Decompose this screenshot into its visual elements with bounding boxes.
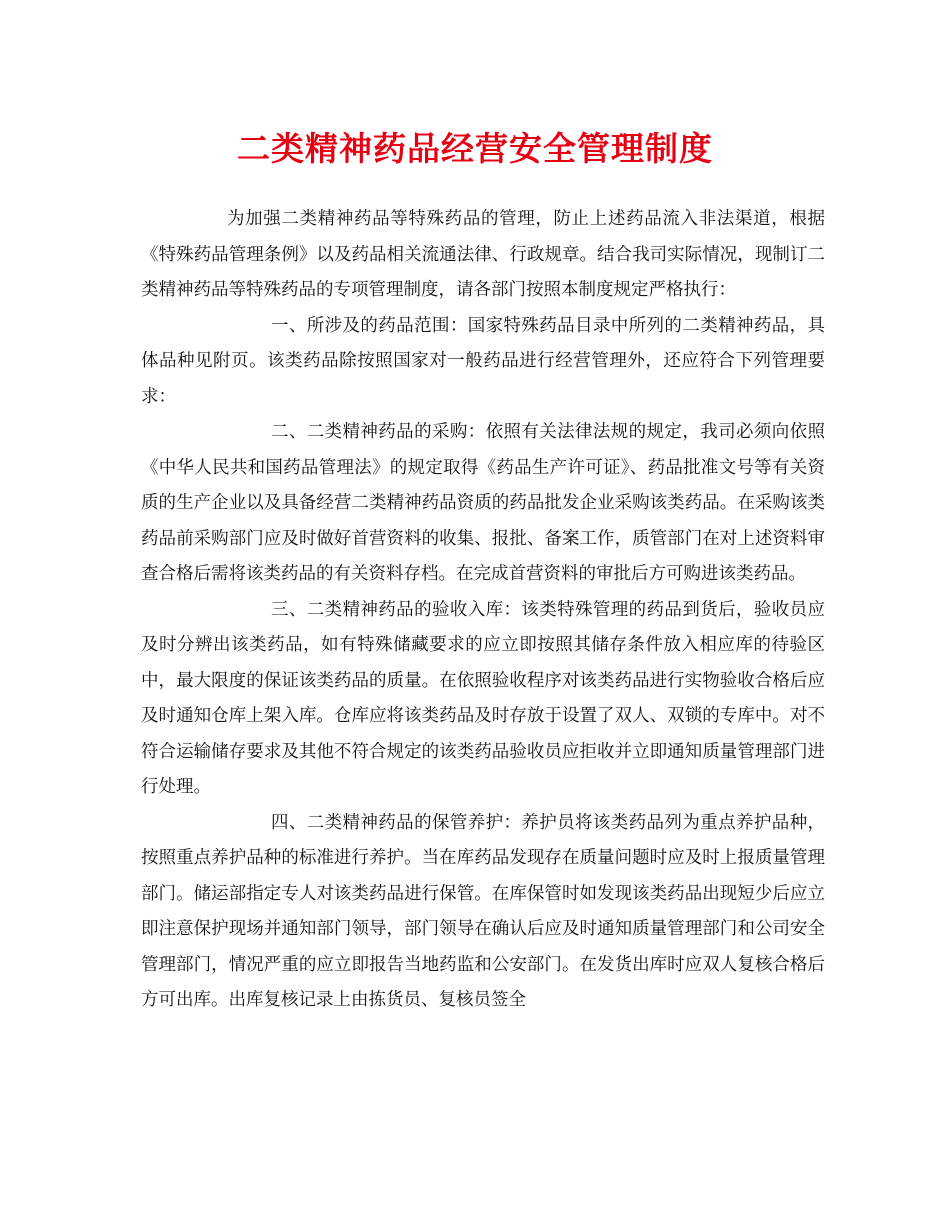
section-2-procurement-paragraph: 二、二类精神药品的采购：依照有关法律法规的规定，我司必须向依照《中华人民共和国药品管理法》的规定取得《药品生产许可证》、药品批准文号等有关资质的生产企业以及具备经营二类精神药品资质的药品批发企业采购该类药品。在采购该类药品前采购部门应及时做好首营资料的收集、报批、备案工作，质管部门在对上述资料审查合格后需将该类药品的有关资料存档。在完成首营资料的审批后方可购进该类药品。 — [141, 422, 825, 584]
intro-paragraph: 为加强二类精神药品等特殊药品的管理，防止上述药品流入非法渠道，根据《特殊药品管理条例》以及药品相关流通法律、行政规章。结合我司实际情况，现制订二类精神药品等特殊药品的专项管理制度，请各部门按照本制度规定严格执行： — [141, 209, 825, 300]
section-1-scope-paragraph: 一、所涉及的药品范围：国家特殊药品目录中所列的二类精神药品，具体品种见附页。该类药品除按照国家对一般药品进行经营管理外，还应符合下列管理要求： — [141, 315, 825, 407]
section-3-receiving-paragraph: 三、二类精神药品的验收入库：该类特殊管理的药品到货后，验收员应及时分辨出该类药品，如有特殊储藏要求的应立即按照其储存条件放入相应库的待验区中，最大限度的保证该类药品的质量。在依照验收程序对该类药品进行实物验收合格后应及时通知仓库上架入库。仓库应将该类药品及时存放于设置了双人、双锁的专库中。对不符合运输储存要求及其他不符合规定的该类药品验收员应拒收并立即通知质量管理部门进行处理。 — [141, 599, 825, 797]
document-title: 二类精神药品经营安全管理制度 — [237, 129, 713, 168]
document-body — [141, 202, 825, 1019]
section-4-storage-paragraph: 四、二类精神药品的保管养护：养护员将该类药品列为重点养护品种，按照重点养护品种的标准进行养护。当在库药品发现存在质量问题时应及时上报质量管理部门。储运部指定专人对该类药品进行保管。在库保管时如发现该类药品出现短少后应立即注意保护现场并通知部门领导，部门领导在确认后应及时通知质量管理部门和公司安全管理部门，情况严重的应立即报告当地药监和公安部门。在发货出库时应双人复核合格后方可出库。出库复核记录上由拣货员、复核员签全 — [141, 812, 825, 1010]
